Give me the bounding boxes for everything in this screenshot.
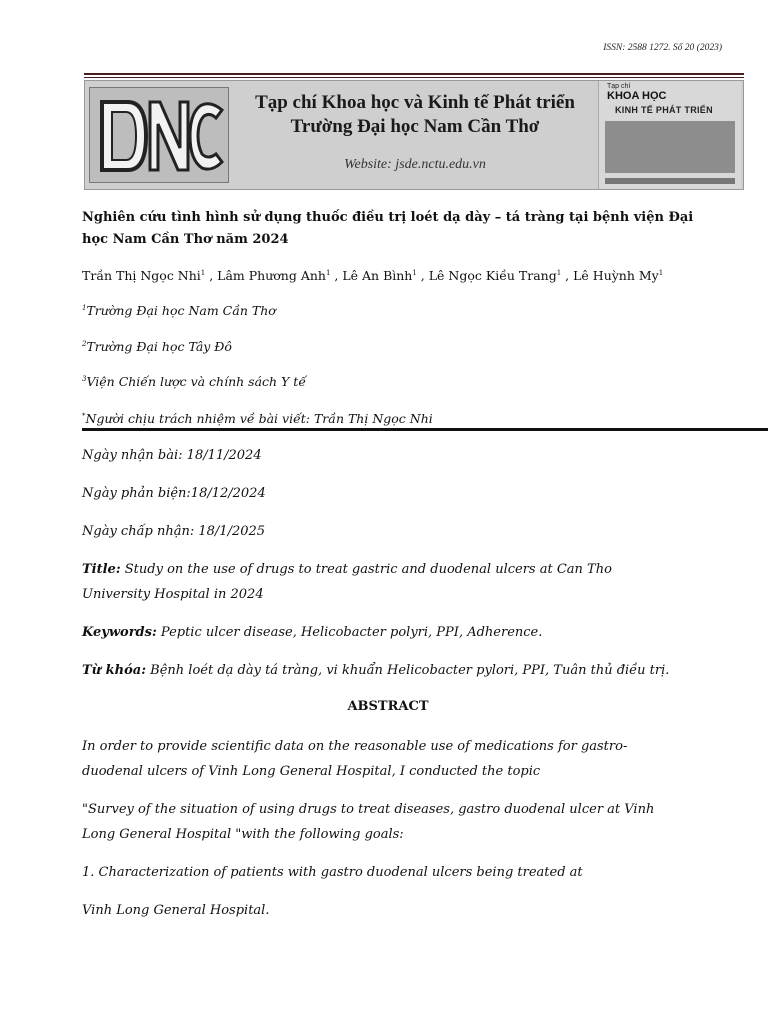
article-title: Nghiên cứu tình hình sử dụng thuốc điều trị loét dạ dày – tá tràng tại bệnh viện Đại học Nam Cần Thơ năm 2024: [82, 210, 694, 247]
tu-khoa-label: Từ khóa:: [82, 663, 147, 678]
university-name: Trường Đại học Nam Cần Thơ: [290, 116, 540, 137]
journal-website: Website: jsde.nctu.edu.vn: [344, 157, 486, 172]
cover-sub-label: KINH TẾ PHÁT TRIỂN: [615, 105, 713, 115]
english-title-label: Title:: [82, 562, 121, 577]
author-sep: ,: [561, 268, 574, 283]
affiliation-sup: 2: [82, 340, 87, 348]
author-sep: ,: [416, 268, 429, 283]
abstract-paragraph-1: In order to provide scientific data on the reasonable use of medications for gastro- duodenal ulcers of Vinh Long General Hospital, I conducted the topic: [82, 739, 628, 779]
keywords-text: Peptic ulcer disease, Helicobacter polyri, PPI, Adherence.: [160, 625, 543, 640]
author-name: Trần Thị Ngọc Nhi: [82, 268, 201, 283]
author-sup: 1: [556, 269, 562, 277]
author-name: Lâm Phương Anh: [217, 268, 326, 283]
affiliation-text: Trường Đại học Tây Đô: [86, 339, 232, 354]
abstract-heading: ABSTRACT: [347, 699, 429, 714]
affiliation-2: [82, 339, 232, 354]
journal-banner: [84, 80, 744, 190]
cover-small-label: Tạp chí: [607, 83, 631, 90]
header-rule-top: [84, 73, 744, 75]
author-name: Lê An Bình: [342, 268, 413, 283]
cover-footer: [605, 178, 735, 184]
keywords: [82, 620, 682, 645]
corresponding-text: Người chịu trách nhiệm về bài viết: Trần Thị Ngọc Nhi: [85, 411, 433, 426]
author-sup: 1: [200, 269, 206, 277]
abstract-paragraph-2: "Survey of the situation of using drugs to treat diseases, gastro duodenal ulcer at Vinh Long General Hospital "with the following goals:: [82, 802, 655, 842]
author-name: Lê Ngọc Kiều Trang: [428, 268, 557, 283]
author-sup: 1: [658, 269, 664, 277]
date-reviewed: Ngày phản biện:18/12/2024: [82, 486, 266, 501]
abstract-paragraph-3: 1. Characterization of patients with gastro duodenal ulcers being treated at: [82, 865, 583, 880]
corresponding-sup: *: [82, 412, 86, 420]
abstract-paragraph-4: Vinh Long General Hospital.: [82, 903, 270, 918]
author-sup: 1: [412, 269, 417, 277]
tu-khoa-text: Bệnh loét dạ dày tá tràng, vi khuẩn Helicobacter pylori, PPI, Tuân thủ điều trị.: [150, 663, 670, 678]
affiliation-text: Viện Chiến lược và chính sách Y tế: [86, 374, 307, 389]
keywords-label: Keywords:: [82, 625, 157, 640]
author-sep: ,: [330, 268, 343, 283]
header-rule-bottom: [84, 77, 744, 78]
tu-khoa: [82, 658, 702, 683]
journal-cover-thumbnail: [598, 81, 741, 189]
issn-line: ISSN: 2588 1272. Số 20 (2023): [603, 43, 722, 53]
journal-logo: [89, 87, 229, 183]
author-list: [82, 268, 663, 283]
english-title: [82, 557, 672, 607]
cover-big-label: KHOA HỌC: [607, 90, 667, 102]
journal-title: [235, 91, 595, 115]
author-sup: 1: [325, 269, 331, 277]
affiliation-text: Trường Đại học Nam Cần Thơ: [86, 303, 276, 318]
section-divider: [82, 428, 768, 431]
banner-title-block: [235, 91, 595, 173]
date-accepted: Ngày chấp nhận: 18/1/2025: [82, 524, 266, 539]
affiliation-sup: 3: [82, 375, 87, 383]
author-sep: ,: [205, 268, 218, 283]
english-title-text: Study on the use of drugs to treat gastric and duodenal ulcers at Can Tho University Hospital in 2024: [82, 562, 612, 602]
author-name: Lê Huỳnh My: [573, 268, 659, 283]
cover-photo: [605, 121, 735, 173]
journal-prefix: Tạp chí: [255, 92, 322, 113]
date-received: Ngày nhận bài: 18/11/2024: [82, 448, 262, 463]
dnc-logo-mark: [90, 88, 228, 182]
affiliation-3: [82, 374, 306, 389]
affiliation-sup: 1: [82, 304, 87, 312]
journal-name: Khoa học và Kinh tế Phát triển: [321, 92, 575, 113]
affiliation-1: [82, 303, 276, 318]
corresponding-author: [82, 411, 433, 426]
